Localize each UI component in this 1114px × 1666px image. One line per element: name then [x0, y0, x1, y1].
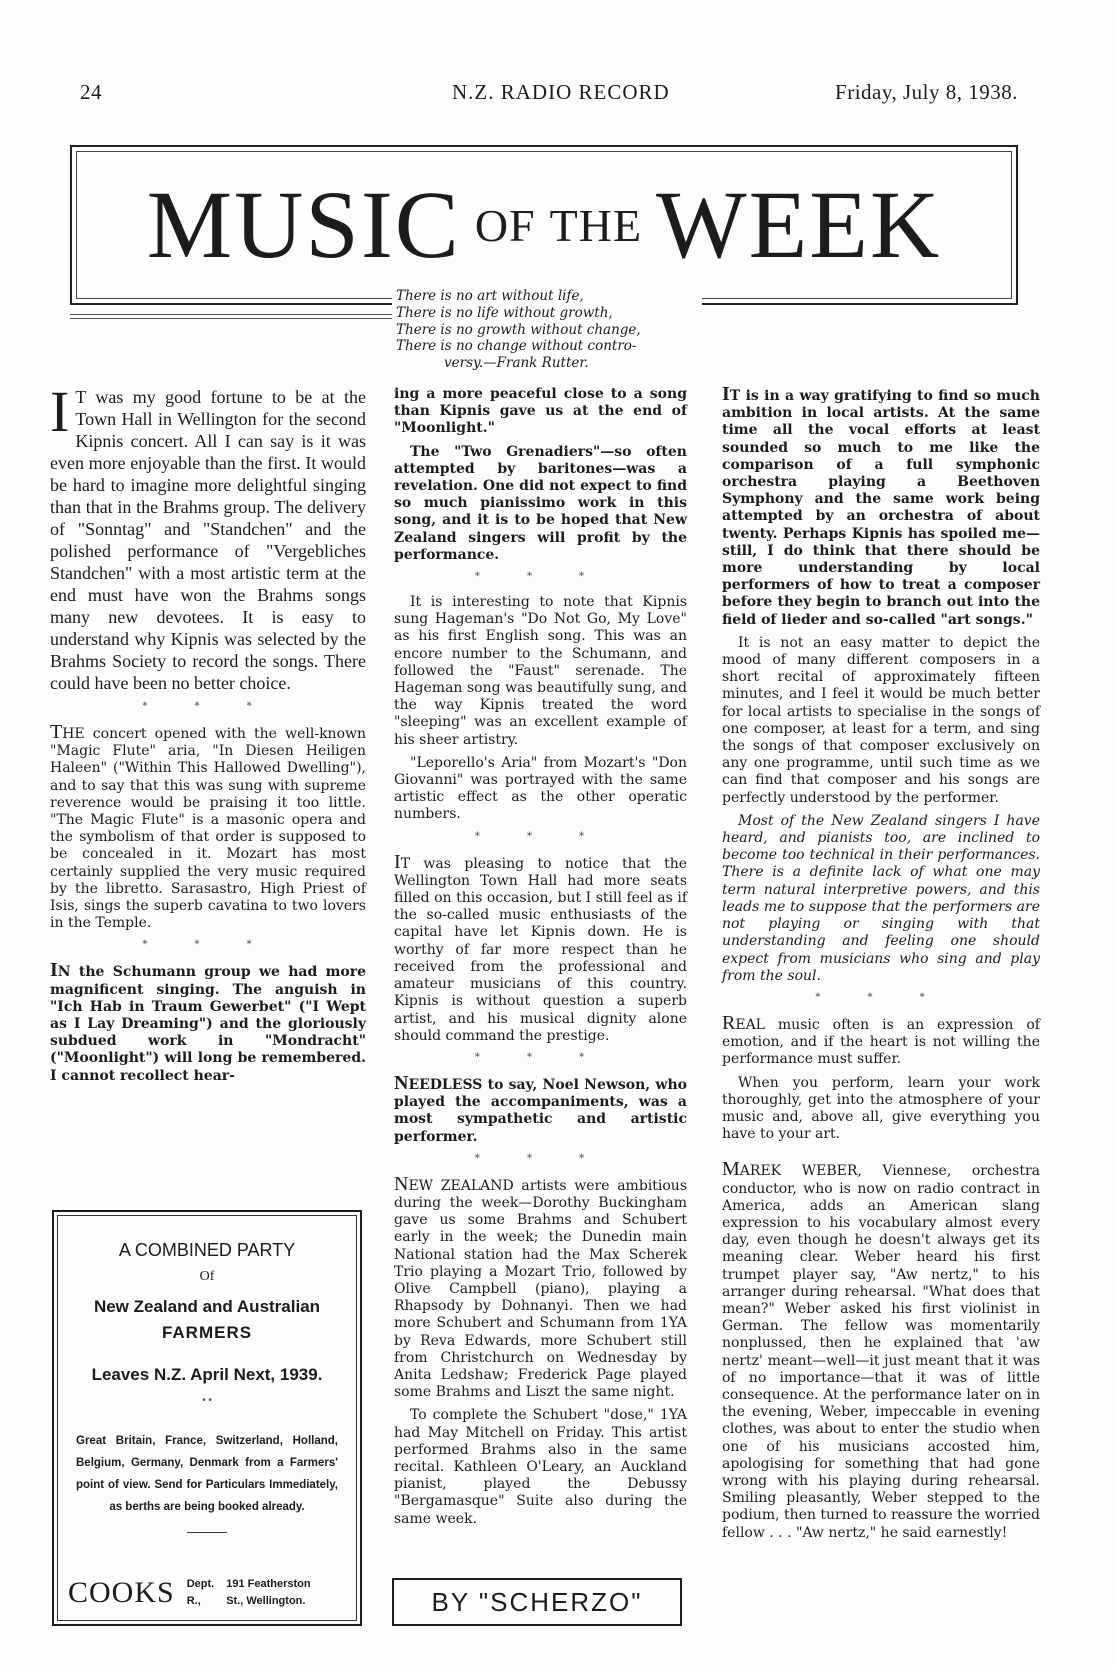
masthead-word-the: THE	[549, 199, 643, 251]
initial-cap: R	[722, 1011, 736, 1034]
article-paragraph	[50, 959, 366, 1084]
ad-departure: Leaves N.Z. April Next, 1939.	[91, 1365, 323, 1384]
ad-company-name: COOKS	[68, 1576, 175, 1609]
article-paragraph	[50, 721, 366, 932]
article-paragraph	[394, 1071, 687, 1146]
column-3	[722, 383, 1041, 1542]
article-paragraph	[722, 1011, 1040, 1069]
paragraph-text: N the Schumann group we had more magnificent singing. The anguish in "Ich Hab in Traum Gewerbet" ("I Wept as I Lay Dreaming") and the gloriously subdued work in "Mondracht" ("Moonlight") will long be remembered. I cannot recollect hear-	[50, 964, 366, 1084]
ad-title: A COMBINED PARTY	[118, 1240, 296, 1260]
ad-dept-line: Dept.	[186, 1578, 215, 1590]
masthead-word-week: WEEK	[656, 171, 942, 278]
article-paragraph: ing a more peaceful close to a song than Kipnis gave us at the end of "Moonlight."	[394, 386, 687, 437]
paragraph-text: EW ZEALAND artists were ambitious during the week—Dorothy Buckingham gave us some Brahms and Schubert early in the week; the Dunedin main National station had the Max Scherek Trio playing a Mozart Trio, followed by Olive Campbell (piano), playing a Rhapsody by Dohnanyi. Then we had more Schubert and Schumann from 1YA by Reva Edwards, more Schubert still from Christchurch on Wednesday by Anita Ledshaw; Frederick Page played some Brahms and Liszt the same night.	[394, 1177, 687, 1401]
initial-cap: I	[722, 383, 730, 405]
paragraph-text: AREK WEBER, Viennese, orchestra conductor, who is now on radio contract in America, adds an American slang expression to his vocabulary almost every day, even though he doesn't always get its meaning clear. Weber heard his first trumpet player say, "Aw nertz," to his arranger during rehearsal. "What does that mean?" Weber asked his first violinist in German. The fellow was momentarily nonplussed, then he explained that 'aw nertz' meant—well—it just meant that it was of no importance—that it was of little consequence. At the performance later on in the evening, Weber, impeccable in evening clothes, was about to enter the studio when one of his musicians accosted him, apologising for something that had gone wrong with his playing during rehearsal. Smiling pleasantly, Weber stepped to the podium, then turned to reassure the worried fellow . . . "Aw nertz," he said earnestly!	[722, 1163, 1041, 1541]
article-paragraph: The "Two Grenadiers"—so often attempted by baritones—was a revelation. One did not expect to find so much pianissimo work in this song, and it is to be hoped that New Zealand singers will profit by the performance.	[394, 443, 687, 563]
epigraph	[392, 288, 702, 372]
article-paragraph: It is not an easy matter to depict the mood of many different composers in a short recital of approximately fifteen minutes, and I feel it would be much better for local artists to specialise in the songs of one composer, at least for a term, and sing the songs of that composer exclusively on any one programme, until such time as we can find that composer and his songs are perfectly understood by the performer.	[722, 634, 1040, 806]
section-divider: * * *	[142, 701, 274, 712]
issue-date: Friday, July 8, 1938.	[835, 80, 1018, 104]
initial-cap: I	[394, 850, 401, 873]
epigraph-line: There is no growth without change,	[396, 321, 641, 338]
paragraph-text: EEDLESS to say, Noel Newson, who played the accompaniments, was a most sympathetic and artistic performer.	[394, 1076, 687, 1145]
ad-address-line: 191 Featherston	[226, 1578, 311, 1590]
epigraph-rule-2	[70, 318, 394, 319]
initial-cap: N	[394, 1071, 409, 1094]
initial-cap: N	[394, 1172, 409, 1195]
publication-name: N.Z. RADIO RECORD	[452, 80, 670, 104]
article-paragraph	[722, 1158, 1041, 1541]
article-paragraph: Most of the New Zealand singers I have heard, and pianists too, are inclined to become too technical in their performances. There is a definite lack of what one may term natural interpretive powers, and this leads me to suppose that the performers are not playing or singing with that understanding and feeling one should expect from musicians who sing and play from the soul.	[722, 812, 1040, 984]
initial-cap: I	[50, 959, 58, 982]
page-number: 24	[80, 80, 102, 104]
column-2	[394, 386, 687, 1528]
epigraph-line: There is no life without growth,	[396, 304, 613, 321]
paragraph-text: HE concert opened with the well-known "Magic Flute" aria, "In Diesen Heiligen Haleen" ("Within This Hallowed Dwelling"), and to say that this was sung with supreme reverence would be praising it too little. "The Magic Flute" is a masonic opera and the symbolism of that order is supposed to be concealed in it. Mozart has most certainly supplied the very music required by the libretto. Sarasastro, High Priest of Isis, sings the superb cavatina to two lovers in the Temple.	[50, 726, 366, 932]
ad-farmers-line: New Zealand and Australian	[93, 1297, 321, 1316]
masthead-word-of: OF	[474, 199, 536, 251]
article-paragraph	[394, 1172, 687, 1402]
column-1	[50, 379, 366, 1085]
epigraph-line: There is no change without contro-	[396, 338, 637, 355]
article-paragraph: To complete the Schubert "dose," 1YA had May Mitchell on Friday. This artist performed Brahms also in the same recital. Kathleen O'Leary, an Auckland pianist, played the Debussy "Bergamasque" Suite also during the same week.	[394, 1407, 687, 1527]
article-paragraph: It is interesting to note that Kipnis sung Hageman's "Do Not Go, My Love" as his first English song. This was an encore number to the Schumann, and followed the "Faust" serenade. The Hageman song was beautifully sung, and the way Kipnis treated the word "sleeping" was an excellent example of his sheer artistry.	[394, 594, 687, 748]
section-divider: * * *	[815, 991, 947, 1003]
article-paragraph	[394, 850, 687, 1045]
paragraph-text: EAL music often is an expression of emotion, and if the heart is not willing the performance must suffer.	[722, 1016, 1040, 1068]
article-paragraph	[722, 383, 1040, 629]
ad-ornament: • •	[202, 1395, 212, 1406]
ad-of: Of	[199, 1269, 215, 1284]
ad-body-text: Great Britain, France, Switzerland, Holland, Belgium, Germany, Denmark from a Farmers' point of view. Send for Particulars Immediately, as berths are being booked already.	[76, 1435, 338, 1513]
section-divider: * * *	[142, 939, 274, 951]
byline-box: BY "SCHERZO"	[392, 1578, 682, 1626]
paragraph-text: T is in a way gratifying to find so much ambition in local artists. At the same time all the vocal efforts at least sounded so much to me like the comparison of a full symphonic orchestra playing a Beethoven Symphony and the same work being attempted by an orchestra of about twenty. Perhaps Kipnis has spoiled me—still, I do think that there should be more understanding by local performers of how to treat a composer before they begin to branch out into the field of lieder and so-called "art songs."	[722, 388, 1040, 628]
article-paragraph	[50, 379, 366, 694]
ad-footer	[68, 1576, 350, 1610]
paragraph-text: T was pleasing to notice that the Wellington Town Hall had more seats filled on this occasion, but I still feel as if the so-called music enthusiasts of the capital have let Kipnis down. He is worthy of far more respect than he received from the professional and amateur musicians of this country. Kipnis is without question a superb artist, and his musical dignity alone should command the prestige.	[394, 855, 687, 1044]
epigraph-rule	[70, 314, 394, 315]
ad-address-line: St., Wellington.	[226, 1595, 306, 1607]
article-paragraph: "Leporello's Aria" from Mozart's "Don Giovanni" was portrayed with the same artistic effect as the other operatic numbers.	[394, 754, 687, 823]
section-divider: * * *	[474, 830, 607, 842]
drop-cap: I	[50, 379, 70, 444]
paragraph-text: T was my good fortune to be at the Town Hall in Wellington for the second Kipnis concert. All I can say is it was even more enjoyable than the first. It would be hard to imagine more delightful singing than that in the Brahms group. The delivery of "Sonntag" and "Standchen" and the polished performance of "Vergebliches Standchen" with a most artistic term at the end must have won the Brahms songs many new devotees. It is easy to understand why Kipnis was selected by the Brahms Society to record the songs. There could have been no better choice.	[50, 387, 366, 693]
ad-farmers-heading: FARMERS	[161, 1323, 253, 1342]
ad-divider	[187, 1532, 227, 1533]
section-divider: * * *	[474, 571, 607, 583]
ad-address	[226, 1576, 310, 1610]
initial-cap: T	[50, 721, 63, 743]
initial-cap: M	[722, 1158, 740, 1181]
epigraph-line: There is no art without life,	[396, 288, 584, 304]
masthead-word-music: MUSIC	[146, 171, 461, 278]
section-divider: * * *	[474, 1051, 607, 1063]
section-divider: * * *	[474, 1152, 607, 1164]
cooks-advertisement	[52, 1210, 362, 1626]
article-paragraph: When you perform, learn your work thoroughly, get into the atmosphere of your music and, above all, give everything you have to your art.	[722, 1074, 1040, 1143]
ad-dept-line: R.,	[186, 1595, 201, 1607]
epigraph-attribution: versy.—Frank Rutter.	[444, 355, 589, 372]
masthead	[70, 145, 1018, 305]
ad-dept	[187, 1576, 215, 1610]
